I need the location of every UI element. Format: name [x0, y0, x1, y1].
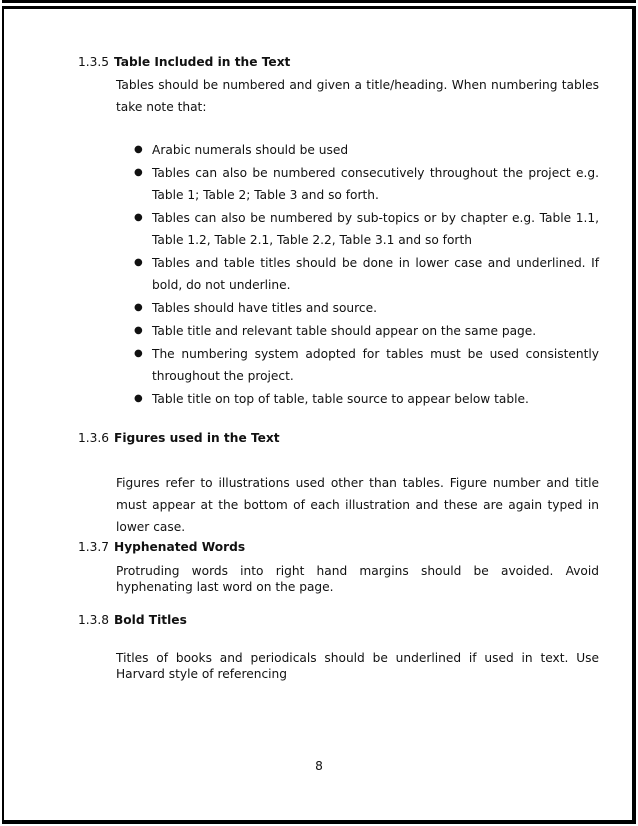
list-item: ● The numbering system adopted for tables must be used consistently throughout the project. — [134, 343, 599, 387]
bullet-icon: ● — [134, 144, 143, 155]
bullet-icon: ● — [134, 325, 143, 336]
section-title: Bold Titles — [114, 613, 187, 627]
list-item: ● Tables and table titles should be done in lower case and underlined. If bold, do not underline. — [134, 252, 599, 296]
page-number: 8 — [315, 759, 323, 773]
page-border — [2, 6, 636, 824]
top-rule — [2, 0, 636, 3]
bullet-icon: ● — [134, 393, 143, 404]
bullet-icon: ● — [134, 257, 143, 268]
list-item: ● Tables can also be numbered consecutively throughout the project e.g. Table 1; Table 2; Table 3 and so forth. — [134, 162, 599, 206]
section-paragraph: Tables should be numbered and given a title/heading. When numbering tables take note that: — [116, 78, 599, 114]
list-item: ● Arabic numerals should be used — [134, 139, 599, 161]
bullet-icon: ● — [134, 348, 143, 359]
section-number: 1.3.8 — [78, 613, 110, 627]
section-heading-1-3-6 — [78, 431, 280, 445]
list-item: ● Table title on top of table, table source to appear below table. — [134, 388, 599, 410]
section-paragraph: Protruding words into right hand margins should be avoided. Avoid hyphenating last word on the page. — [116, 564, 599, 594]
list-item: ● Table title and relevant table should appear on the same page. — [134, 320, 599, 342]
section-title: Figures used in the Text — [114, 431, 280, 445]
section-paragraph: Figures refer to illustrations used other than tables. Figure number and title must appear at the bottom of each illustration and these are again typed in lower case. — [116, 476, 599, 534]
section-title: Hyphenated Words — [114, 540, 246, 554]
section-title: Table Included in the Text — [114, 55, 291, 69]
section-number: 1.3.6 — [78, 431, 110, 445]
section-heading-1-3-8 — [78, 613, 187, 627]
bullet-icon: ● — [134, 167, 143, 178]
section-number: 1.3.7 — [78, 540, 110, 554]
section-paragraph: Titles of books and periodicals should be underlined if used in text. Use Harvard style of referencing — [116, 651, 599, 681]
section-number: 1.3.5 — [78, 55, 110, 69]
bullet-icon: ● — [134, 212, 143, 223]
section-heading-1-3-5 — [78, 55, 290, 69]
bullet-list — [134, 139, 599, 411]
list-item: ● Tables can also be numbered by sub-topics or by chapter e.g. Table 1.1, Table 1.2, Table 2.1, Table 2.2, Table 3.1 and so forth — [134, 207, 599, 251]
bullet-icon: ● — [134, 302, 143, 313]
list-item: ● Tables should have titles and source. — [134, 297, 599, 319]
section-heading-1-3-7 — [78, 540, 245, 554]
